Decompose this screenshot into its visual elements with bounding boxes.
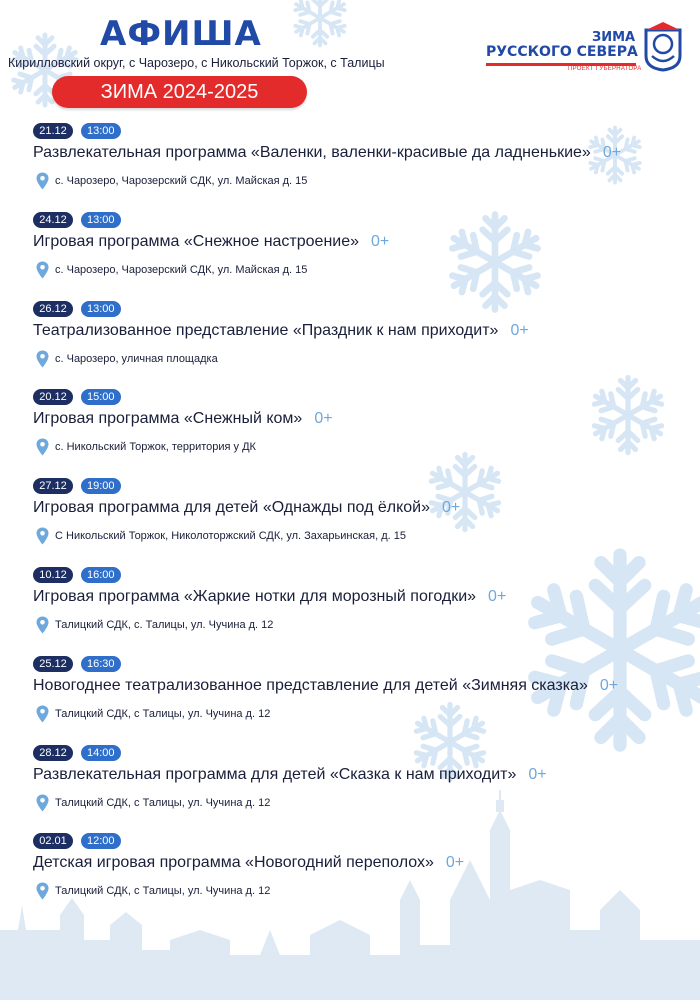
event-item (0, 301, 700, 390)
season-badge: ЗИМА 2024-2025 (52, 76, 307, 108)
event-time-badge: 16:00 (81, 567, 121, 583)
event-badges (33, 567, 121, 583)
event-title-row (33, 233, 389, 251)
event-time-badge: 14:00 (81, 745, 121, 761)
event-item (0, 123, 700, 212)
event-title-row (33, 677, 618, 695)
event-time-badge: 13:00 (81, 212, 121, 228)
event-place: Талицкий СДК, с Талицы, ул. Чучина д. 12 (55, 885, 271, 898)
event-title: Игровая программа «Снежное настроение» (33, 232, 360, 250)
logo-emblem-icon (640, 20, 686, 72)
location-pin-icon (36, 527, 49, 545)
logo-line-1: ЗИМА (592, 30, 636, 45)
location-pin-icon (36, 350, 49, 368)
event-badges (33, 123, 121, 139)
event-date-badge: 27.12 (33, 478, 73, 494)
event-title: Игровая программа для детей «Однажды под ёлкой» (33, 499, 430, 517)
event-place: с. Никольский Торжок, территория у ДК (55, 441, 256, 454)
event-title-row (33, 410, 333, 428)
event-date-badge: 20.12 (33, 389, 73, 405)
event-item (0, 567, 700, 656)
event-title: Развлекательная программа для детей «Сказка к нам приходит» (33, 765, 517, 783)
event-title-row (33, 499, 460, 517)
event-place-row (36, 527, 406, 545)
event-title: Новогоднее театрализованное представление для детей «Зимняя сказка» (33, 676, 588, 694)
event-place: Талицкий СДК, с. Талицы, ул. Чучина д. 12 (55, 619, 274, 631)
event-age-rating: 0+ (510, 321, 529, 339)
event-badges (33, 212, 121, 228)
event-title: Детская игровая программа «Новогодний переполох» (33, 854, 434, 872)
event-date-badge: 25.12 (33, 656, 73, 672)
event-date-badge: 28.12 (33, 745, 73, 761)
event-place-row (36, 350, 218, 368)
event-place-row (36, 705, 270, 723)
event-title: Игровая программа «Снежный ком» (33, 410, 303, 428)
event-title-row (33, 322, 529, 340)
location-pin-icon (36, 438, 49, 456)
event-time-badge: 16:30 (81, 656, 121, 672)
event-badges (33, 656, 121, 672)
event-age-rating: 0+ (488, 588, 507, 605)
event-title-row (33, 766, 547, 784)
event-badges (33, 389, 121, 405)
event-badges (33, 833, 121, 849)
event-time-badge: 15:00 (81, 389, 121, 405)
page-subtitle: Кирилловский округ, с Чарозеро, с Никольский Торжок, с Талицы (8, 56, 385, 70)
event-badges (33, 301, 121, 317)
event-place: с. Чарозеро, Чарозерский СДК, ул. Майская д. 15 (55, 175, 308, 187)
event-place-row (36, 794, 270, 812)
event-badges (33, 478, 121, 494)
event-item (0, 478, 700, 567)
event-age-rating: 0+ (599, 676, 619, 694)
event-item (0, 212, 700, 301)
event-badges (33, 745, 121, 761)
event-item (0, 745, 700, 834)
event-place-row (36, 172, 307, 190)
event-place-row (36, 261, 307, 279)
event-time-badge: 13:00 (81, 301, 121, 317)
logo-line-3: ПРОЕКТ ГУБЕРНАТОРА (568, 66, 642, 72)
event-time-badge: 13:00 (81, 123, 121, 139)
event-item (0, 656, 700, 745)
event-item (0, 389, 700, 478)
event-date-badge: 26.12 (33, 301, 73, 317)
location-pin-icon (36, 261, 49, 279)
snowflake-icon (293, 0, 348, 45)
location-pin-icon (36, 616, 49, 634)
event-date-badge: 24.12 (33, 212, 73, 228)
event-title: Развлекательная программа «Валенки, валенки-красивые да ладненькие» (33, 144, 591, 161)
logo-line-2: РУССКОГО СЕВЕРА (486, 44, 638, 60)
event-date-badge: 10.12 (33, 567, 73, 583)
event-age-rating: 0+ (442, 499, 461, 517)
event-title-row (33, 588, 506, 606)
location-pin-icon (36, 882, 49, 900)
event-place-row (36, 616, 273, 634)
event-age-rating: 0+ (371, 232, 390, 250)
event-place: Талицкий СДК, с Талицы, ул. Чучина д. 12 (55, 796, 271, 809)
event-age-rating: 0+ (314, 410, 333, 428)
event-item (0, 833, 700, 922)
event-age-rating: 0+ (445, 854, 465, 872)
location-pin-icon (36, 172, 49, 190)
event-place: С Никольский Торжок, Николоторжский СДК, ул. Захарьинская, д. 15 (55, 530, 406, 543)
event-date-badge: 02.01 (33, 833, 73, 849)
location-pin-icon (36, 794, 49, 812)
event-time-badge: 19:00 (81, 478, 121, 494)
event-age-rating: 0+ (602, 144, 622, 161)
event-place-row (36, 882, 270, 900)
event-age-rating: 0+ (528, 765, 547, 783)
event-title-row (33, 854, 464, 872)
event-title: Театрализованное представление «Праздник к нам приходит» (33, 321, 499, 339)
event-place: с. Чарозеро, Чарозерский СДК, ул. Майская д. 15 (55, 263, 308, 276)
event-place: Талицкий СДК, с Талицы, ул. Чучина д. 12 (55, 707, 271, 720)
event-title-row (33, 144, 621, 162)
winter-russian-north-logo (486, 18, 690, 76)
location-pin-icon (36, 705, 49, 723)
page-title: АФИША (100, 14, 262, 54)
event-title: Игровая программа «Жаркие нотки для морозный погодки» (33, 588, 477, 605)
event-time-badge: 12:00 (81, 833, 121, 849)
event-place: с. Чарозеро, уличная площадка (55, 352, 218, 365)
event-place-row (36, 438, 256, 456)
event-date-badge: 21.12 (33, 123, 73, 139)
